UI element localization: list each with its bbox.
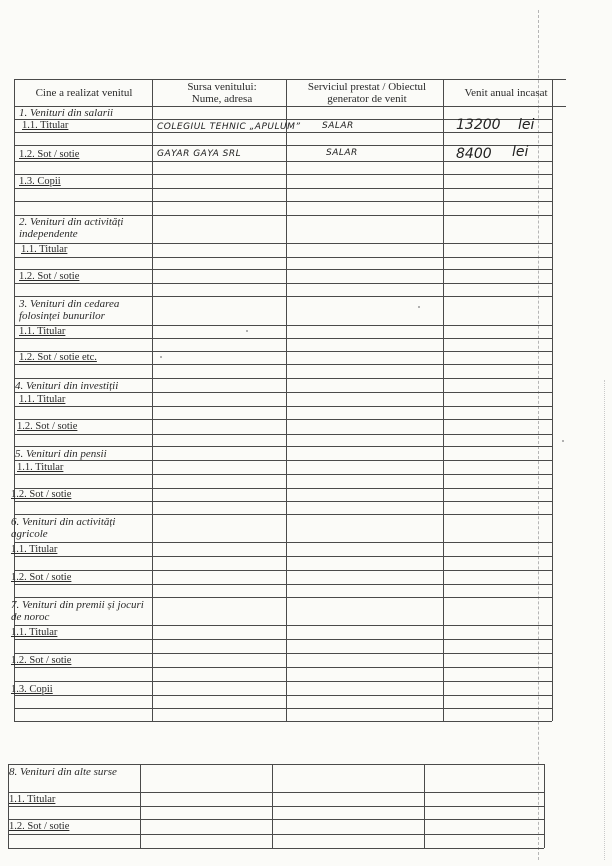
table-top-line — [14, 79, 566, 80]
row-line — [14, 695, 552, 696]
row-line — [14, 542, 552, 543]
header-service: Serviciul prestat / Obiectul generator de venit — [307, 81, 427, 105]
row-line — [14, 556, 552, 557]
row-line — [14, 681, 552, 682]
row-label-spouse: 1.2. Sot / sotie — [11, 655, 72, 666]
row-label-children: 1.3. Copii — [19, 176, 61, 187]
scan-speck — [418, 306, 420, 308]
scan-speck — [246, 330, 248, 332]
row-label-spouse: 1.2. Sot / sotie — [19, 149, 80, 160]
scan-speck — [562, 440, 564, 442]
row-label-spouse: 1.2. Sot / sotie — [19, 271, 80, 282]
row-line — [14, 570, 552, 571]
col-divider-2 — [286, 79, 287, 721]
row-line — [14, 378, 552, 379]
scan-edge-right — [604, 380, 606, 860]
row-line — [14, 296, 552, 297]
row-label-titular: 1.1. Titular — [21, 244, 68, 255]
row-line — [14, 597, 552, 598]
row-line — [14, 338, 552, 339]
handwritten-titular-source: COLEGIUL TEHNIC „APULUM” — [157, 122, 301, 132]
handwritten-titular-currency: lei — [518, 117, 535, 133]
handwritten-spouse-source: GAYAR GAYA SRL — [157, 149, 242, 159]
row-line — [14, 446, 552, 447]
handwritten-spouse-amount: 8400 — [456, 146, 492, 162]
row-line — [8, 764, 544, 765]
row-line — [14, 639, 552, 640]
section-title-investments: 4. Venituri din investiții — [15, 380, 119, 392]
col-divider-3 — [443, 79, 444, 721]
section-title-prizes: 7. Venituri din premii și jocuri de noroc — [11, 599, 144, 623]
table-right-border — [544, 764, 545, 848]
row-label-spouse: 1.2. Sot / sotie — [17, 421, 78, 432]
row-label-titular: 1.1. Titular — [22, 120, 69, 131]
col-divider-1 — [140, 764, 141, 848]
row-line — [14, 501, 552, 502]
row-label-spouse: 1.2. Sot / sotie — [9, 821, 70, 832]
section-title-other: 8. Venituri din alte surse — [9, 766, 117, 778]
section-title-salaries: 1. Venituri din salarii — [19, 107, 114, 119]
row-line — [14, 269, 552, 270]
row-line — [14, 708, 552, 709]
row-line — [8, 834, 544, 835]
row-line — [14, 667, 552, 668]
row-line — [14, 188, 552, 189]
header-amount: Venit anual incasat — [464, 87, 548, 99]
scan-edge — [538, 10, 540, 860]
section-title-pensions: 5. Venituri din pensii — [15, 448, 107, 460]
table-right-border — [552, 79, 553, 721]
row-label-titular: 1.1. Titular — [17, 462, 64, 473]
row-label-titular: 1.1. Titular — [19, 394, 66, 405]
row-label-titular: 1.1. Titular — [9, 794, 56, 805]
row-line — [14, 434, 552, 435]
row-line — [14, 325, 552, 326]
row-line — [14, 257, 552, 258]
row-line — [14, 201, 552, 202]
row-line — [14, 721, 552, 722]
row-label-children: 1.3. Copii — [11, 684, 53, 695]
col-divider-2 — [272, 764, 273, 848]
row-line — [14, 392, 552, 393]
row-line — [14, 419, 552, 420]
handwritten-titular-amount: 13200 — [456, 117, 501, 133]
row-label-titular: 1.1. Titular — [19, 326, 66, 337]
handwritten-titular-service: SALAR — [322, 121, 354, 131]
row-line — [14, 460, 552, 461]
row-line — [14, 283, 552, 284]
row-label-titular: 1.1. Titular — [11, 544, 58, 555]
row-line — [8, 792, 544, 793]
row-line — [14, 584, 552, 585]
handwritten-spouse-service: SALAR — [326, 148, 358, 158]
handwritten-spouse-currency: lei — [512, 144, 529, 160]
col-divider-3 — [424, 764, 425, 848]
row-line — [14, 243, 552, 244]
row-line — [14, 488, 552, 489]
col-divider-1 — [152, 79, 153, 721]
row-line — [8, 848, 544, 849]
scan-speck — [160, 356, 162, 358]
row-line — [14, 474, 552, 475]
header-who: Cine a realizat venitul — [35, 87, 133, 99]
section-title-agricultural: 6. Venituri din activități agricole — [11, 516, 116, 540]
row-label-titular: 1.1. Titular — [11, 627, 58, 638]
section-title-independent — [19, 216, 149, 240]
row-label-spouse: 1.2. Sot / sotie — [11, 572, 72, 583]
row-line — [14, 514, 552, 515]
section-title-text: 2. Venituri din activități independente — [19, 216, 124, 240]
row-line — [14, 174, 552, 175]
table-left-border — [14, 79, 15, 721]
section-title-property-use: 3. Venituri din cedarea folosinței bunurilor — [19, 298, 120, 322]
row-line — [14, 364, 552, 365]
row-line — [8, 806, 544, 807]
row-label-spouse: 1.2. Sot / sotie etc. — [19, 352, 97, 363]
row-line — [8, 819, 544, 820]
header-source: Sursa venitului: Nume, adresa — [187, 81, 257, 105]
row-line — [14, 406, 552, 407]
row-line — [14, 653, 552, 654]
row-line — [14, 625, 552, 626]
row-label-spouse: 1.2. Sot / sotie — [11, 489, 72, 500]
